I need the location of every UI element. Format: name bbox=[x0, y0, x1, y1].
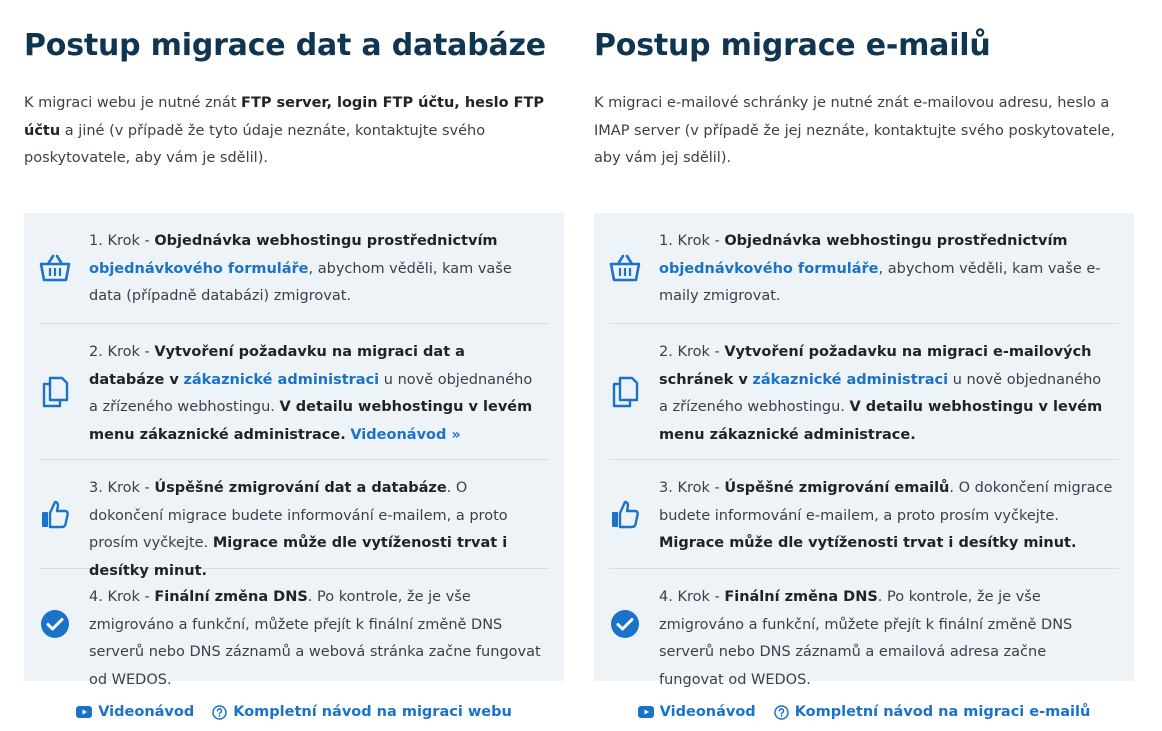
web-migration-section bbox=[24, 0, 564, 720]
step-title: Vytvoření požadavku na migraci e-mailových schránek v bbox=[659, 344, 1092, 388]
step-3 bbox=[39, 460, 549, 579]
section-intro bbox=[24, 90, 554, 200]
step-number: 3. Krok - bbox=[89, 480, 155, 496]
thumbs-up-icon bbox=[39, 498, 71, 530]
email-migration-section bbox=[594, 0, 1134, 720]
steps-card bbox=[24, 213, 564, 688]
step-text: , abychom věděli, kam vaše e-maily zmigrovat. bbox=[659, 260, 1101, 304]
customer-admin-link[interactable]: zákaznické administraci bbox=[183, 371, 380, 388]
full-guide-link[interactable] bbox=[774, 704, 1091, 720]
step-number: 1. Krok - bbox=[659, 233, 725, 249]
step-number: 3. Krok - bbox=[659, 480, 725, 496]
step-text: u nově objednaného a zřízeného webhostingu. bbox=[89, 371, 533, 415]
step-2 bbox=[39, 324, 549, 460]
check-circle-icon bbox=[39, 608, 71, 640]
step-title: Finální změna DNS bbox=[724, 589, 878, 605]
basket-icon bbox=[609, 252, 641, 284]
youtube-icon bbox=[76, 706, 92, 718]
step-title: Úspěšné zmigrování emailů bbox=[724, 480, 950, 496]
step-detail: Migrace může dle vytíženosti trvat i desítky minut. bbox=[89, 535, 508, 579]
step-detail: V detailu webhostingu v levém menu zákaznické administrace. bbox=[89, 399, 533, 443]
step-text: . O dokončení migrace budete informování e-mailem, a proto prosím vyčkejte. bbox=[89, 480, 508, 551]
customer-admin-link[interactable]: zákaznické administraci bbox=[752, 371, 949, 388]
step-text: u nově objednaného a zřízeného webhostingu. bbox=[659, 371, 1102, 415]
step-4 bbox=[39, 569, 549, 688]
check-circle-icon bbox=[609, 608, 641, 640]
step-title: Finální změna DNS bbox=[154, 589, 308, 605]
step-2 bbox=[609, 324, 1119, 460]
copy-icon bbox=[39, 376, 71, 408]
steps-card bbox=[594, 213, 1134, 688]
intro-bold: FTP server, login FTP účtu, heslo FTP účtu bbox=[24, 95, 545, 139]
step-3 bbox=[609, 460, 1119, 569]
youtube-icon bbox=[638, 706, 654, 718]
step-title: Vytvoření požadavku na migraci dat a databáze v bbox=[89, 344, 465, 388]
help-circle-icon bbox=[774, 705, 789, 720]
step-title: Úspěšné zmigrování dat a databáze bbox=[154, 480, 447, 496]
intro-text: K migraci e-mailové schránky je nutné znát e-mailovou adresu, heslo a IMAP server (v případě že jej neznáte, kontaktujte svého poskytovatele, aby vám jej sdělil). bbox=[594, 95, 1115, 166]
basket-icon bbox=[39, 252, 71, 284]
step-title: Objednávka webhostingu prostřednictvím bbox=[724, 233, 1068, 249]
section-title: Postup migrace dat a databáze bbox=[24, 28, 546, 63]
full-guide-link[interactable] bbox=[212, 704, 512, 720]
intro-text-end: a jiné (v případě že tyto údaje neznáte, kontaktujte svého poskytovatele, aby vám je sdělil). bbox=[24, 122, 486, 166]
copy-icon bbox=[609, 376, 641, 408]
step-4 bbox=[609, 569, 1119, 688]
step-number: 4. Krok - bbox=[659, 589, 725, 605]
full-guide-label: Kompletní návod na migraci webu bbox=[233, 704, 512, 720]
step-number: 4. Krok - bbox=[89, 589, 155, 605]
video-link[interactable] bbox=[76, 704, 194, 720]
step-title: Objednávka webhostingu prostřednictvím bbox=[154, 233, 498, 249]
help-circle-icon bbox=[212, 705, 227, 720]
step-text: . Po kontrole, že je vše zmigrováno a funkční, můžete přejít k finální změně DNS serverů nebo DNS záznamů a webová stránka začne fungovat od WEDOS. bbox=[89, 589, 541, 688]
step-1 bbox=[609, 213, 1119, 324]
footer-links bbox=[594, 704, 1134, 720]
thumbs-up-icon bbox=[609, 498, 641, 530]
step-text: . Po kontrole, že je vše zmigrováno a funkční, můžete přejít k finální změně DNS serverů nebo DNS záznamů a emailová adresa začne fungovat od WEDOS. bbox=[659, 589, 1073, 688]
step-number: 2. Krok - bbox=[659, 344, 725, 360]
step-detail: V detailu webhostingu v levém menu zákaznické administrace. bbox=[659, 399, 1103, 443]
order-form-link[interactable]: objednávkového formuláře bbox=[659, 260, 879, 277]
step-text: . O dokončení migrace budete informování e-mailem, a proto prosím vyčkejte. bbox=[659, 480, 1113, 524]
section-intro bbox=[594, 90, 1124, 200]
step-number: 1. Krok - bbox=[89, 233, 155, 249]
intro-text: K migraci webu je nutné znát bbox=[24, 95, 242, 111]
section-title: Postup migrace e-mailů bbox=[594, 28, 991, 63]
video-link-label: Videonávod bbox=[98, 704, 195, 720]
order-form-link[interactable]: objednávkového formuláře bbox=[89, 260, 309, 277]
video-link[interactable] bbox=[638, 704, 756, 720]
full-guide-label: Kompletní návod na migraci e-mailů bbox=[794, 704, 1091, 720]
step-detail: Migrace může dle vytíženosti trvat i desítky minut. bbox=[659, 535, 1077, 551]
video-link-label: Videonávod bbox=[659, 704, 756, 720]
step-1 bbox=[39, 213, 549, 324]
step-number: 2. Krok - bbox=[89, 344, 155, 360]
video-guide-link[interactable]: Videonávod » bbox=[350, 426, 461, 443]
step-text: , abychom věděli, kam vaše data (případně databázi) zmigrovat. bbox=[89, 260, 512, 304]
footer-links bbox=[24, 704, 564, 720]
